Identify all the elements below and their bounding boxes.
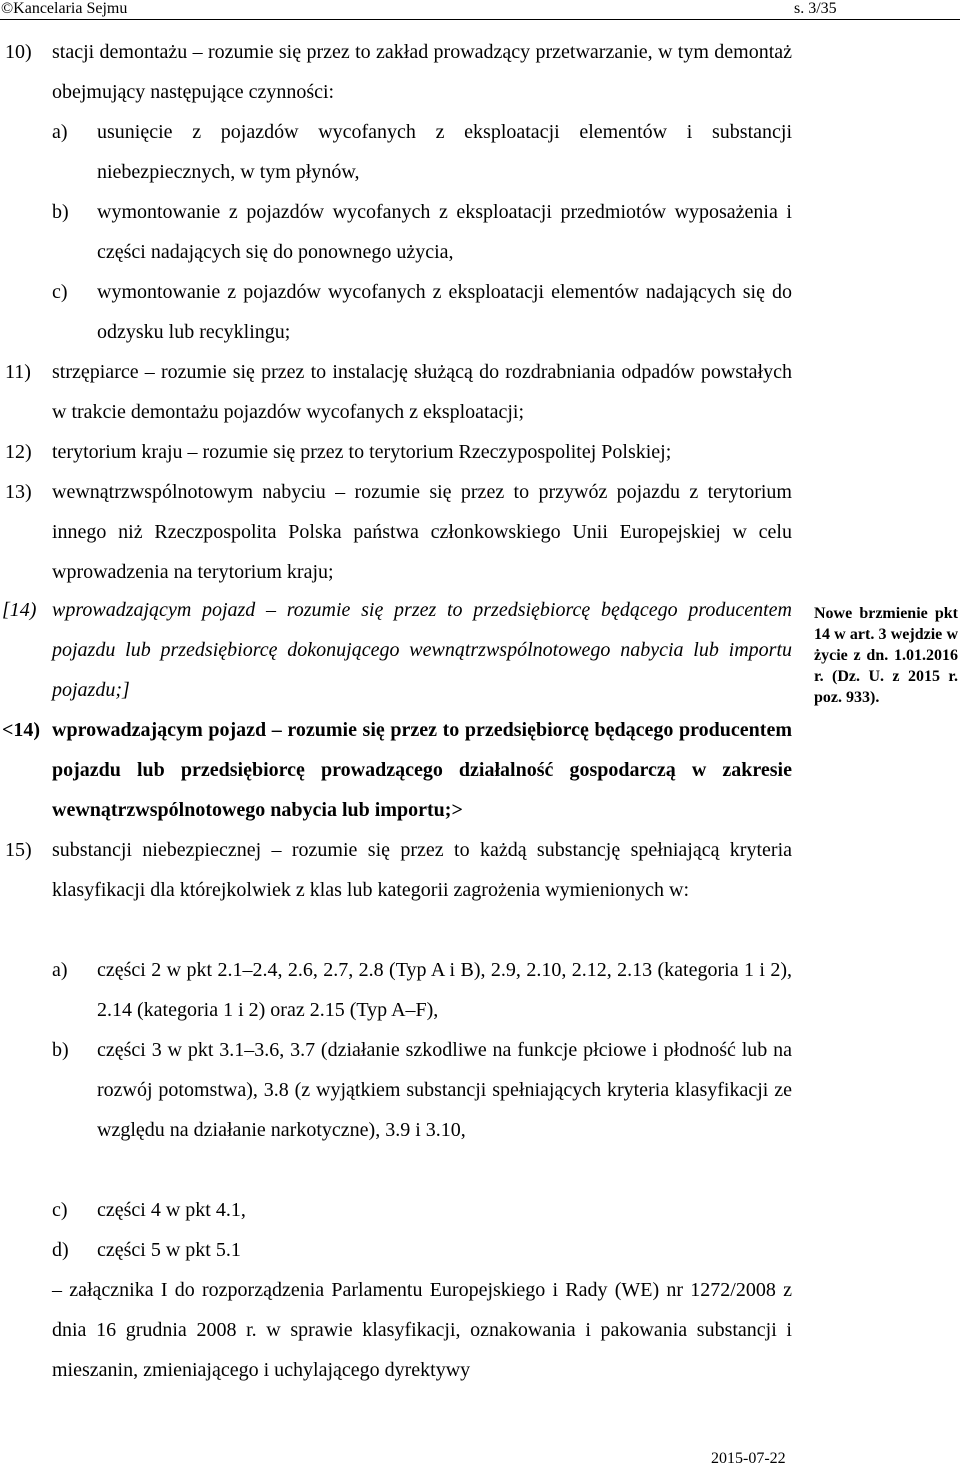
item-10-c-text: wymontowanie z pojazdów wycofanych z eksploatacji elementów nadających się do odzysku lub recyklingu; [97, 281, 792, 343]
header-copyright: ©Kancelaria Sejmu [1, 0, 128, 17]
item-10-text: stacji demontażu – rozumie się przez to zakład prowadzący przetwarzanie, w tym demontaż obejmujący następujące czynności: [52, 41, 792, 103]
item-15-b-text: części 3 w pkt 3.1–3.6, 3.7 (działanie szkodliwe na funkcje płciowe i płodność lub na rozwój potomstwa), 3.8 (z wyjątkiem substancji spełniających kryteria klasyfikacji ze względu na działanie narkotyczne), 3.9 i 3.10, [97, 1039, 792, 1141]
item-11-text: strzępiarce – rozumie się przez to instalację służącą do rozdrabniania odpadów powstałych w trakcie demontażu pojazdów wycofanych z eksploatacji; [52, 361, 792, 423]
item-10-label: 10) [5, 41, 32, 63]
item-10-b-text: wymontowanie z pojazdów wycofanych z eksploatacji przedmiotów wyposażenia i części nadających się do ponownego użycia, [97, 201, 792, 263]
item-15-a-label: a) [52, 959, 68, 981]
item-14-old-text: wprowadzającym pojazd – rozumie się przez to przedsiębiorcę będącego producentem pojazdu lub przedsiębiorcę dokonującego wewnątrzwspólnotowego nabycia lub importu pojazdu;] [52, 599, 792, 701]
item-10-c-label: c) [52, 281, 68, 303]
item-12-text: terytorium kraju – rozumie się przez to terytorium Rzeczypospolitej Polskiej; [52, 441, 672, 463]
item-15-label: 15) [5, 839, 32, 861]
item-15-a-text: części 2 w pkt 2.1–2.4, 2.6, 2.7, 2.8 (Typ A i B), 2.9, 2.10, 2.12, 2.13 (kategoria 1 i 2), 2.14 (kategoria 1 i 2) oraz 2.15 (Typ A–F), [97, 959, 792, 1021]
item-10-a-text: usunięcie z pojazdów wycofanych z eksploatacji elementów i substancji niebezpiecznych, w tym płynów, [97, 121, 792, 183]
item-15-c-label: c) [52, 1199, 68, 1221]
item-15-d-text: części 5 w pkt 5.1 [97, 1239, 241, 1261]
item-15-b-label: b) [52, 1039, 69, 1061]
item-11-label: 11) [5, 361, 31, 383]
item-14-new-label: <14) [2, 719, 41, 741]
footer-date: 2015-07-22 [711, 1450, 786, 1467]
margin-note: Nowe brzmienie pkt 14 w art. 3 wejdzie w życie z dn. 1.01.2016 r. (Dz. U. z 2015 r. poz. 933). [814, 605, 958, 706]
item-10-a-label: a) [52, 121, 68, 143]
item-14-old-label: [14) [2, 599, 37, 621]
item-13-text: wewnątrzwspólnotowym nabyciu – rozumie się przez to przywóz pojazdu z terytorium innego niż Rzeczpospolita Polska państwa członkowskiego Unii Europejskiej w celu wprowadzenia na terytorium kraju; [52, 481, 792, 583]
item-12-label: 12) [5, 441, 32, 463]
item-14-new-text: wprowadzającym pojazd – rozumie się przez to przedsiębiorcę będącego producentem pojazdu lub przedsiębiorcę prowadzącego działalność gospodarczą w zakresie wewnątrzwspólnotowego nabycia lub importu;> [52, 719, 792, 821]
header-page-number: s. 3/35 [794, 0, 837, 17]
item-10-b-label: b) [52, 201, 69, 223]
item-15-c-text: części 4 w pkt 4.1, [97, 1199, 246, 1221]
item-15-tail-text: – załącznika I do rozporządzenia Parlamentu Europejskiego i Rady (WE) nr 1272/2008 z dnia 16 grudnia 2008 r. w sprawie klasyfikacji, oznakowania i pakowania substancji i mieszanin, zmieniającego i uchylającego dyrektywy [52, 1279, 792, 1381]
item-13-label: 13) [5, 481, 32, 503]
item-15-d-label: d) [52, 1239, 69, 1261]
item-15-text: substancji niebezpiecznej – rozumie się przez to każdą substancję spełniającą kryteria klasyfikacji dla którejkolwiek z klas lub kategorii zagrożenia wymienionych w: [52, 839, 792, 901]
